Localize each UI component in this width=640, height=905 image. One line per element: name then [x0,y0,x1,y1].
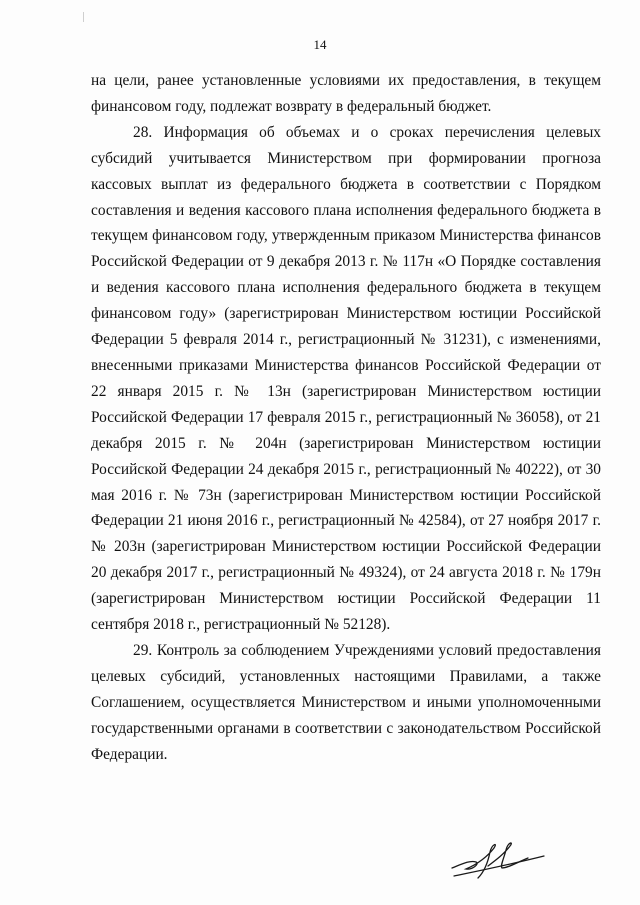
page-number: 14 [313,37,327,52]
handwritten-signature [448,838,548,884]
document-body [91,68,601,767]
paragraph-29: 29. Контроль за соблюдением Учреждениями условий предоставления целевых субсидий, установленных настоящими Правилами, а также Соглашением, осуществляется Министерством и иными уполномоченными государственными органами в соответствии с законодательством Российской Федерации. [91,641,601,763]
paragraph-continued: на цели, ранее установленные условиями их предоставления, в текущем финансовом году, подлежат возврату в федеральный бюджет. [91,72,601,115]
paragraph-28: 28. Информация об объемах и о сроках перечисления целевых субсидий учитывается Министерством при формировании прогноза кассовых выплат из федерального бюджета в соответствии с Порядком составления и ведения кассового плана исполнения федерального бюджета в текущем финансовом году, утвержденным приказом Министерства финансов Российской Федерации от 9 декабря 2013 г. № 117н «О Порядке составления и ведения кассового плана исполнения федерального бюджета в текущем финансовом году» (зарегистрирован Министерством юстиции Российской Федерации 5 февраля 2014 г., регистрационный № 31231), с изменениями, внесенными приказами Министерства финансов Российской Федерации от 22 января 2015 г. № 13н (зарегистрирован Министерством юстиции Российской Федерации 17 февраля 2015 г., регистрационный № 36058), от 21 декабря 2015 г. № 204н (зарегистрирован Министерством юстиции Российской Федерации 24 декабря 2015 г., регистрационный № 40222), от 30 мая 2016 г. № 73н (зарегистрирован Министерством юстиции Российской Федерации 21 июня 2016 г., регистрационный № 42584), от 27 ноября 2017 г. № 203н (зарегистрирован Министерством юстиции Российской Федерации 20 декабря 2017 г., регистрационный № 49324), от 24 августа 2018 г. № 179н (зарегистрирован Министерством юстиции Российской Федерации 11 сентября 2018 г., регистрационный № 52128). [91,123,601,634]
scan-edge-mark [83,12,84,22]
